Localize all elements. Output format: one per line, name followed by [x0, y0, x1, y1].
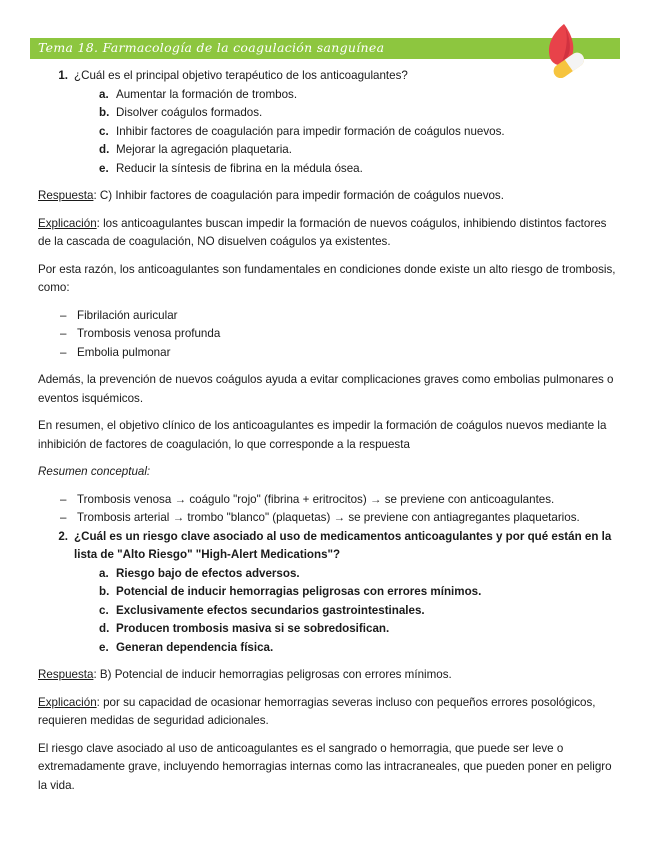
option-letter: a. [99, 566, 109, 580]
paragraph: Además, la prevención de nuevos coágulos ayuda a evitar complicaciones graves como embolias pulmonares o eventos isquémicos. [38, 373, 614, 405]
question-number: 1. [58, 69, 68, 82]
option-letter: b. [99, 106, 110, 119]
explanation-2 [38, 694, 618, 731]
option-letter: a. [99, 87, 109, 101]
list-item: – Trombosis venosa → coágulo "rojo" (fibrina + eritrocitos) → se previene con anticoagulantes. [60, 491, 618, 510]
summary-title: Resumen conceptual: [38, 465, 151, 478]
option-text: Riesgo bajo de efectos adversos. [116, 566, 300, 580]
document-body [38, 67, 618, 795]
option-text: Producen trombosis masiva si se sobredosifican. [116, 622, 390, 635]
explanation-text: : los anticoagulantes buscan impedir la formación de nuevos coágulos, inhibiendo distintos factores de la cascada de coagulación, NO disuelven coágulos ya existentes. [38, 216, 607, 248]
option-text: Potencial de inducir hemorragias peligrosas con errores mínimos. [116, 585, 482, 598]
paragraph: En resumen, el objetivo clínico de los anticoagulantes es impedir la formación de coágulos nuevos mediante la inhibición de factores de coagulación, lo que corresponde a la respuesta [38, 419, 607, 451]
list-item [99, 620, 618, 639]
option-letter: b. [99, 585, 110, 598]
option-text: Aumentar la formación de trombos. [116, 87, 298, 101]
answer-text: : B) Potencial de inducir hemorragias peligrosas con errores mínimos. [93, 668, 452, 681]
list-item [99, 86, 618, 105]
list-item: – Trombosis arterial → trombo "blanco" (plaquetas) → se previene con antiagregantes plaquetarios. [60, 509, 618, 528]
option-letter: d. [99, 143, 110, 156]
list-item: – Trombosis venosa profunda [60, 325, 618, 344]
option-text: Reducir la síntesis de fibrina en la médula ósea. [116, 161, 363, 175]
answer-label: Respuesta [38, 668, 94, 681]
bullet-text: Embolia pulmonar [77, 345, 171, 359]
option-letter: d. [99, 622, 110, 635]
list-item [99, 123, 618, 142]
options-list-2 [99, 565, 618, 658]
option-text: Inhibir factores de coagulación para impedir formación de coágulos nuevos. [116, 124, 505, 138]
header-bar [30, 38, 620, 59]
option-text: Mejorar la agregación plaquetaria. [116, 143, 292, 156]
option-letter: e. [99, 161, 109, 175]
question-number: 2. [58, 529, 68, 543]
list-item [99, 160, 618, 179]
list-item [99, 565, 618, 584]
explanation-label: Explicación [38, 695, 97, 709]
explanation-label: Explicación [38, 216, 97, 230]
bullet-text: Trombosis arterial → trombo "blanco" (plaquetas) → se previene con antiagregantes plaquetarios. [77, 511, 580, 524]
question-1 [38, 67, 618, 86]
option-letter: c. [99, 603, 109, 617]
paragraph: Por esta razón, los anticoagulantes son fundamentales en condiciones donde existe un alto riesgo de trombosis, como: [38, 262, 616, 294]
list-item: – Fibrilación auricular [60, 307, 618, 326]
answer-2 [38, 666, 618, 685]
answer-label: Respuesta [38, 189, 94, 202]
answer-text: : C) Inhibir factores de coagulación para impedir formación de coágulos nuevos. [93, 189, 504, 202]
bullet-list-2 [60, 491, 618, 528]
list-item [99, 602, 618, 621]
question-2 [38, 528, 618, 565]
answer-1 [38, 187, 618, 206]
option-text: Disolver coágulos formados. [116, 106, 263, 119]
option-text: Generan dependencia física. [116, 640, 274, 654]
bullet-text: Trombosis venosa → coágulo "rojo" (fibrina + eritrocitos) → se previene con anticoagulantes. [77, 492, 555, 506]
options-list-1 [99, 86, 618, 179]
explanation-1 [38, 215, 618, 252]
option-text: Exclusivamente efectos secundarios gastrointestinales. [116, 603, 425, 617]
option-letter: e. [99, 640, 109, 654]
option-letter: c. [99, 124, 109, 138]
page-title: Tema 18. Farmacología de la coagulación sanguínea [38, 40, 385, 55]
list-item [99, 583, 618, 602]
list-item: – Embolia pulmonar [60, 344, 618, 363]
bullet-list-1 [60, 307, 618, 363]
list-item [99, 141, 618, 160]
question-text: ¿Cuál es el principal objetivo terapéutico de los anticoagulantes? [74, 69, 408, 82]
paragraph: El riesgo clave asociado al uso de anticoagulantes es el sangrado o hemorragia, que puede ser leve o extremadamente grave, incluyendo hemorragias internas como las intracraneales, que pueden poner en peligro la vida. [38, 741, 612, 792]
bullet-text: Fibrilación auricular [77, 308, 178, 322]
question-text: ¿Cuál es un riesgo clave asociado al uso de medicamentos anticoagulantes y por qué están en la lista de "Alto Riesgo" "High-Alert Medications"? [74, 529, 612, 561]
explanation-text: : por su capacidad de ocasionar hemorragias severas incluso con pequeños errores posológicos, requieren medidas de seguridad adicionales. [38, 695, 596, 727]
bullet-text: Trombosis venosa profunda [77, 327, 221, 340]
list-item [99, 104, 618, 123]
list-item [99, 639, 618, 658]
